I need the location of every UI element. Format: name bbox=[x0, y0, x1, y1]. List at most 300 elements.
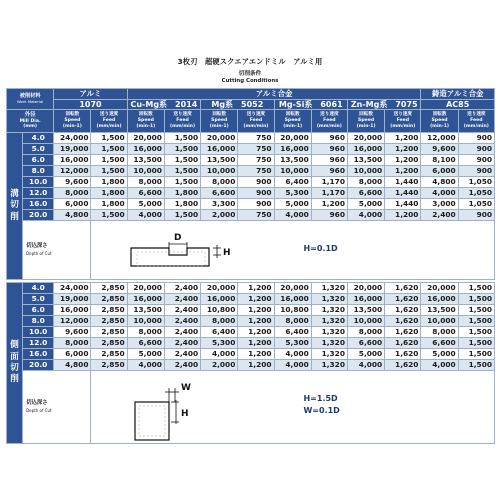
speed-value: 16,000 bbox=[201, 294, 238, 305]
feed-value: 1,500 bbox=[164, 177, 200, 188]
feed-value: 1,800 bbox=[164, 199, 200, 210]
feed-value: 1,500 bbox=[164, 144, 200, 155]
side-side-label bbox=[7, 283, 23, 444]
speed-value: 5,000 bbox=[127, 349, 164, 360]
feed-label-unit: (mm/min) bbox=[243, 123, 269, 129]
feed-value: 900 bbox=[238, 177, 274, 188]
feed-value: 1,500 bbox=[458, 360, 494, 371]
feed-label-en: Feed bbox=[176, 118, 189, 124]
speed-value: 8,000 bbox=[201, 316, 238, 327]
speed-value: 8,000 bbox=[347, 327, 384, 338]
feed-value: 1,620 bbox=[385, 283, 421, 294]
speed-label-en: Speed bbox=[137, 118, 154, 124]
speed-label-ja: 回転数 bbox=[138, 112, 153, 118]
feed-value: 1,200 bbox=[385, 166, 421, 177]
feed-value: 1,500 bbox=[458, 349, 494, 360]
speed-value: 8,000 bbox=[54, 338, 91, 349]
side-label-char: 面 bbox=[10, 351, 19, 362]
feed-value: 2,850 bbox=[91, 338, 127, 349]
material-name: Mg-Si系 6061 bbox=[274, 100, 347, 110]
speed-value: 6,600 bbox=[201, 188, 238, 199]
speed-value: 19,000 bbox=[54, 294, 91, 305]
speed-value: 10,000 bbox=[127, 316, 164, 327]
feed-value: 1,800 bbox=[164, 188, 200, 199]
feed-value: 1,500 bbox=[164, 210, 200, 221]
side-depth-row bbox=[7, 371, 495, 444]
group-aluminum: アルミ bbox=[54, 89, 127, 100]
table-row bbox=[7, 316, 495, 327]
speed-value: 20,000 bbox=[201, 283, 238, 294]
feed-label-en: Feed bbox=[249, 118, 263, 124]
slot-depth-row bbox=[7, 221, 495, 280]
feed-value: 900 bbox=[458, 155, 494, 166]
speed-value: 13,500 bbox=[127, 305, 164, 316]
depth-label-ja: 切込深さ bbox=[26, 243, 48, 250]
feed-value: 1,320 bbox=[311, 349, 347, 360]
feed-value: 1,050 bbox=[458, 188, 494, 199]
feed-value: 1,200 bbox=[385, 133, 421, 144]
speed-value: 4,000 bbox=[201, 349, 238, 360]
table-row bbox=[7, 338, 495, 349]
feed-value: 1,320 bbox=[311, 294, 347, 305]
feed-label-en: Feed bbox=[323, 118, 336, 124]
feed-value: 2,400 bbox=[164, 327, 200, 338]
feed-header bbox=[311, 110, 347, 133]
feed-value: 1,500 bbox=[91, 166, 127, 177]
feed-value: 1,200 bbox=[385, 210, 421, 221]
feed-value: 1,620 bbox=[385, 305, 421, 316]
feed-value: 750 bbox=[238, 133, 274, 144]
speed-value: 8,000 bbox=[54, 188, 91, 199]
feed-value: 2,400 bbox=[164, 360, 200, 371]
feed-value: 2,850 bbox=[91, 305, 127, 316]
feed-value: 960 bbox=[311, 144, 347, 155]
speed-value: 24,000 bbox=[54, 133, 91, 144]
slot-diagram bbox=[121, 222, 301, 278]
feed-label-ja: 送り速度 bbox=[320, 112, 339, 118]
speed-label-en: Speed bbox=[64, 118, 81, 124]
speed-value: 8,000 bbox=[127, 327, 164, 338]
speed-value: 8,000 bbox=[127, 177, 164, 188]
feed-value: 2,850 bbox=[91, 283, 127, 294]
outer-dia-label: 外径 bbox=[24, 111, 36, 118]
speed-value: 2,000 bbox=[201, 210, 238, 221]
material-name: Zn-Mg系 7075 bbox=[347, 100, 420, 110]
speed-label-ja: 回転数 bbox=[285, 112, 300, 118]
table-row bbox=[7, 305, 495, 316]
speed-value: 16,000 bbox=[201, 144, 238, 155]
speed-value: 20,000 bbox=[274, 133, 311, 144]
feed-value: 900 bbox=[458, 210, 494, 221]
speed-value: 24,000 bbox=[54, 283, 91, 294]
feed-value: 1,320 bbox=[311, 360, 347, 371]
speed-value: 10,000 bbox=[274, 166, 311, 177]
feed-value: 2,850 bbox=[91, 316, 127, 327]
outer-dia-header bbox=[7, 110, 54, 133]
workpiece-shape bbox=[135, 402, 169, 440]
speed-label-ja: 回転数 bbox=[359, 112, 373, 118]
speed-label-en: Speed bbox=[284, 118, 301, 124]
speed-value: 12,000 bbox=[421, 133, 458, 144]
feed-value: 1,620 bbox=[385, 294, 421, 305]
speed-label-unit: (min-1) bbox=[62, 123, 82, 129]
feed-value: 1,050 bbox=[458, 199, 494, 210]
feed-value: 1,050 bbox=[458, 177, 494, 188]
feed-label-ja: 送り速度 bbox=[99, 112, 119, 118]
table-row bbox=[7, 294, 495, 305]
depth-of-cut-label bbox=[23, 221, 91, 280]
speed-label-ja: 回転数 bbox=[65, 112, 80, 118]
speed-value: 13,500 bbox=[347, 155, 384, 166]
feed-value: 1,500 bbox=[458, 294, 494, 305]
speed-value: 3,300 bbox=[201, 199, 238, 210]
speed-header bbox=[127, 110, 164, 133]
speed-value: 20,000 bbox=[127, 283, 164, 294]
side-label-char: 削 bbox=[10, 374, 19, 385]
table-row bbox=[7, 349, 495, 360]
subtitle-en: Cutting Conditions bbox=[221, 78, 279, 84]
speed-value: 13,500 bbox=[201, 155, 238, 166]
feed-value: 1,320 bbox=[311, 338, 347, 349]
feed-value: 1,500 bbox=[91, 155, 127, 166]
feed-value: 960 bbox=[311, 133, 347, 144]
feed-value: 1,200 bbox=[238, 294, 274, 305]
depth-of-cut-label bbox=[23, 371, 91, 444]
feed-value: 960 bbox=[311, 166, 347, 177]
feed-value: 1,620 bbox=[385, 338, 421, 349]
feed-value: 1,440 bbox=[385, 177, 421, 188]
speed-value: 6,000 bbox=[54, 199, 91, 210]
speed-value: 4,000 bbox=[127, 360, 164, 371]
speed-value: 4,000 bbox=[274, 210, 311, 221]
speed-value: 3,000 bbox=[421, 199, 458, 210]
feed-label-unit: (mm/min) bbox=[316, 123, 342, 129]
feed-label-unit: (mm/min) bbox=[96, 123, 122, 129]
feed-value: 1,440 bbox=[385, 199, 421, 210]
speed-value: 4,800 bbox=[421, 177, 458, 188]
speed-value: 16,000 bbox=[421, 294, 458, 305]
speed-value: 6,600 bbox=[127, 188, 164, 199]
feed-value: 900 bbox=[458, 166, 494, 177]
feed-value: 1,500 bbox=[458, 316, 494, 327]
speed-label-ja: 回転数 bbox=[212, 112, 227, 118]
side-diagram-cell bbox=[91, 371, 495, 444]
speed-value: 4,000 bbox=[347, 360, 384, 371]
feed-value: 750 bbox=[238, 155, 274, 166]
feed-value: 1,200 bbox=[238, 283, 274, 294]
speed-value: 4,800 bbox=[54, 210, 91, 221]
speed-value: 9,600 bbox=[54, 177, 91, 188]
table-row bbox=[7, 155, 495, 166]
feed-value: 2,400 bbox=[164, 349, 200, 360]
speed-value: 4,800 bbox=[54, 360, 91, 371]
speed-value: 5,000 bbox=[347, 349, 384, 360]
speed-value: 10,800 bbox=[201, 305, 238, 316]
speed-header bbox=[201, 110, 238, 133]
speed-label-unit: (min-1) bbox=[356, 123, 376, 129]
speed-value: 19,000 bbox=[54, 144, 91, 155]
mill-dia-cell: 16.0 bbox=[23, 349, 54, 360]
feed-label-ja: 送り速度 bbox=[173, 112, 192, 118]
speed-value: 4,000 bbox=[127, 210, 164, 221]
feed-value: 1,800 bbox=[91, 199, 127, 210]
slot-side-label bbox=[7, 133, 23, 280]
feed-value: 900 bbox=[238, 199, 274, 210]
feed-value: 2,400 bbox=[164, 338, 200, 349]
feed-header bbox=[385, 110, 421, 133]
material-header-cell bbox=[7, 89, 54, 110]
outer-dia-label-en: Mill Dia. bbox=[19, 118, 41, 124]
feed-value: 1,500 bbox=[164, 155, 200, 166]
speed-value: 20,000 bbox=[347, 283, 384, 294]
feed-value: 1,500 bbox=[164, 166, 200, 177]
speed-label-en: Speed bbox=[358, 118, 375, 124]
speed-value: 6,000 bbox=[421, 166, 458, 177]
feed-value: 1,800 bbox=[91, 177, 127, 188]
subtitle-ja: 切削条件 bbox=[238, 71, 262, 77]
feed-value: 2,850 bbox=[91, 349, 127, 360]
feed-value: 1,170 bbox=[311, 177, 347, 188]
speed-value: 6,600 bbox=[347, 338, 384, 349]
speed-value: 16,000 bbox=[347, 294, 384, 305]
feed-value: 750 bbox=[238, 210, 274, 221]
speed-label-en: Speed bbox=[431, 118, 448, 124]
feed-value: 1,500 bbox=[91, 210, 127, 221]
feed-label-en: Feed bbox=[396, 118, 410, 124]
feed-header bbox=[164, 110, 200, 133]
side-label-char: 溝 bbox=[10, 188, 19, 199]
feed-label-ja: 送り速度 bbox=[246, 112, 266, 118]
speed-value: 6,400 bbox=[201, 327, 238, 338]
speed-value: 13,500 bbox=[347, 305, 384, 316]
feed-value: 1,620 bbox=[385, 327, 421, 338]
mill-dia-cell: 5.0 bbox=[23, 144, 54, 155]
feed-value: 1,320 bbox=[311, 327, 347, 338]
speed-value: 10,800 bbox=[274, 305, 311, 316]
feed-value: 900 bbox=[458, 133, 494, 144]
table-row bbox=[7, 166, 495, 177]
speed-value: 16,000 bbox=[54, 155, 91, 166]
feed-value: 1,500 bbox=[458, 338, 494, 349]
speed-value: 4,000 bbox=[421, 188, 458, 199]
feed-label-ja: 送り速度 bbox=[393, 112, 412, 118]
feed-value: 1,320 bbox=[311, 316, 347, 327]
feed-value: 1,500 bbox=[91, 144, 127, 155]
speed-header bbox=[421, 110, 458, 133]
speed-value: 8,000 bbox=[347, 177, 384, 188]
feed-value: 2,400 bbox=[164, 294, 200, 305]
feed-value: 1,200 bbox=[238, 327, 274, 338]
feed-value: 1,200 bbox=[311, 199, 347, 210]
feed-value: 1,500 bbox=[164, 133, 200, 144]
speed-value: 9,600 bbox=[421, 144, 458, 155]
feed-value: 1,620 bbox=[385, 349, 421, 360]
group-alloy: アルミ合金 bbox=[127, 89, 421, 100]
speed-value: 10,000 bbox=[421, 316, 458, 327]
speed-label-unit: (min-1) bbox=[283, 123, 303, 129]
speed-value: 16,000 bbox=[347, 144, 384, 155]
speed-value: 2,000 bbox=[201, 360, 238, 371]
feed-value: 1,620 bbox=[385, 316, 421, 327]
speed-header bbox=[274, 110, 311, 133]
speed-value: 5,000 bbox=[274, 199, 311, 210]
speed-value: 2,400 bbox=[421, 210, 458, 221]
mill-dia-cell: 20.0 bbox=[23, 360, 54, 371]
side-label-char: 削 bbox=[10, 211, 19, 222]
side-label-char: 切 bbox=[10, 363, 19, 373]
feed-value: 1,200 bbox=[238, 316, 274, 327]
depth-formula-w: W=0.1D bbox=[303, 406, 340, 415]
feed-value: 2,850 bbox=[91, 327, 127, 338]
workpiece-shape bbox=[131, 248, 209, 266]
mill-dia-cell: 8.0 bbox=[23, 166, 54, 177]
speed-value: 5,000 bbox=[347, 199, 384, 210]
speed-value: 13,500 bbox=[274, 155, 311, 166]
feed-label-unit: (mm/min) bbox=[390, 123, 416, 129]
depth-formula: H=0.1D bbox=[303, 244, 338, 253]
slot-diagram-cell bbox=[91, 221, 495, 280]
depth-label-en: Depth of Cut bbox=[26, 407, 52, 413]
feed-value: 1,320 bbox=[311, 283, 347, 294]
feed-value: 1,200 bbox=[238, 338, 274, 349]
speed-label-unit: (min-1) bbox=[430, 123, 450, 129]
speed-value: 13,500 bbox=[421, 305, 458, 316]
feed-label-en: Feed bbox=[470, 118, 483, 124]
feed-header bbox=[91, 110, 127, 133]
table-row bbox=[7, 327, 495, 338]
feed-value: 2,850 bbox=[91, 360, 127, 371]
mill-dia-cell: 6.0 bbox=[23, 155, 54, 166]
feed-value: 900 bbox=[238, 188, 274, 199]
feed-value: 1,320 bbox=[311, 305, 347, 316]
mill-dia-cell: 10.0 bbox=[23, 177, 54, 188]
mill-dia-cell: 12.0 bbox=[23, 338, 54, 349]
feed-header bbox=[458, 110, 494, 133]
speed-value: 5,300 bbox=[274, 188, 311, 199]
mill-dia-cell: 4.0 bbox=[23, 283, 54, 294]
outer-dia-unit: (mm) bbox=[23, 124, 38, 130]
side-label-char: 切 bbox=[10, 200, 19, 211]
speed-value: 16,000 bbox=[127, 144, 164, 155]
speed-value: 20,000 bbox=[347, 133, 384, 144]
feed-value: 1,440 bbox=[385, 188, 421, 199]
feed-value: 1,500 bbox=[458, 283, 494, 294]
speed-value: 5,000 bbox=[421, 349, 458, 360]
mill-dia-cell: 12.0 bbox=[23, 188, 54, 199]
speed-value: 6,400 bbox=[274, 327, 311, 338]
mill-dia-cell: 16.0 bbox=[23, 199, 54, 210]
feed-value: 2,400 bbox=[164, 305, 200, 316]
table-row bbox=[7, 210, 495, 221]
feed-value: 2,850 bbox=[91, 294, 127, 305]
speed-value: 20,000 bbox=[127, 133, 164, 144]
material-label: 被削材料 bbox=[19, 93, 41, 100]
feed-label-unit: (mm/min) bbox=[169, 123, 196, 129]
feed-value: 1,170 bbox=[311, 188, 347, 199]
feed-value: 1,500 bbox=[458, 327, 494, 338]
mill-dia-cell: 6.0 bbox=[23, 305, 54, 316]
speed-value: 10,000 bbox=[347, 316, 384, 327]
depth-formula-h: H=1.5D bbox=[303, 394, 338, 403]
speed-value: 10,000 bbox=[127, 166, 164, 177]
speed-value: 16,000 bbox=[274, 144, 311, 155]
table-row bbox=[7, 283, 495, 294]
feed-value: 1,800 bbox=[91, 188, 127, 199]
side-label-char: 側 bbox=[10, 340, 19, 351]
material-name: AC85 bbox=[421, 100, 495, 110]
feed-value: 1,200 bbox=[385, 155, 421, 166]
speed-value: 16,000 bbox=[127, 294, 164, 305]
speed-value: 4,000 bbox=[347, 210, 384, 221]
table-body bbox=[7, 89, 495, 444]
feed-value: 1,200 bbox=[238, 349, 274, 360]
feed-value: 1,620 bbox=[385, 360, 421, 371]
speed-value: 5,300 bbox=[274, 338, 311, 349]
feed-label-en: Feed bbox=[102, 118, 116, 124]
cutting-conditions-table bbox=[6, 88, 495, 444]
speed-value: 8,000 bbox=[274, 316, 311, 327]
speed-value: 16,000 bbox=[274, 294, 311, 305]
depth-label-ja: 切込深さ bbox=[26, 400, 48, 407]
speed-value: 20,000 bbox=[421, 283, 458, 294]
dim-w-label: W bbox=[181, 383, 192, 393]
speed-value: 20,000 bbox=[201, 133, 238, 144]
feed-value: 900 bbox=[458, 144, 494, 155]
speed-value: 13,500 bbox=[127, 155, 164, 166]
dim-h-label: H bbox=[223, 248, 232, 258]
group-cast: 鋳造アルミ合金 bbox=[421, 89, 495, 100]
feed-value: 750 bbox=[238, 144, 274, 155]
feed-value: 960 bbox=[311, 155, 347, 166]
speed-label-ja: 回転数 bbox=[432, 112, 447, 118]
feed-value: 960 bbox=[311, 210, 347, 221]
speed-label-en: Speed bbox=[211, 118, 228, 124]
speed-value: 12,000 bbox=[54, 316, 91, 327]
mill-dia-cell: 4.0 bbox=[23, 133, 54, 144]
feed-label-ja: 送り速度 bbox=[467, 112, 486, 118]
speed-value: 12,000 bbox=[54, 166, 91, 177]
table-row bbox=[7, 144, 495, 155]
speed-value: 16,000 bbox=[54, 305, 91, 316]
speed-value: 10,000 bbox=[201, 166, 238, 177]
feed-label-unit: (mm/min) bbox=[463, 123, 489, 129]
speed-value: 4,000 bbox=[274, 349, 311, 360]
page-title: 3枚刃 超硬スクエアエンドミル アルミ用 bbox=[177, 57, 323, 66]
speed-value: 6,000 bbox=[54, 349, 91, 360]
table-row bbox=[7, 177, 495, 188]
material-label-en: Work Material bbox=[17, 98, 44, 104]
mill-dia-cell: 20.0 bbox=[23, 210, 54, 221]
speed-value: 8,000 bbox=[421, 327, 458, 338]
speed-value: 10,000 bbox=[347, 166, 384, 177]
speed-value: 8,000 bbox=[201, 177, 238, 188]
speed-value: 5,300 bbox=[201, 338, 238, 349]
feed-value: 1,500 bbox=[458, 305, 494, 316]
dim-d-label: D bbox=[174, 233, 182, 243]
speed-label-unit: (min-1) bbox=[136, 123, 156, 129]
mill-dia-cell: 10.0 bbox=[23, 327, 54, 338]
speed-value: 6,400 bbox=[274, 177, 311, 188]
speed-value: 4,000 bbox=[274, 360, 311, 371]
material-name: Mg系 5052 bbox=[201, 100, 274, 110]
depth-label-en: Depth of Cut bbox=[26, 250, 52, 256]
table-row bbox=[7, 188, 495, 199]
table-row bbox=[7, 360, 495, 371]
speed-label-unit: (min-1) bbox=[209, 123, 229, 129]
speed-value: 6,600 bbox=[127, 338, 164, 349]
feed-value: 1,500 bbox=[91, 133, 127, 144]
speed-value: 4,000 bbox=[421, 360, 458, 371]
